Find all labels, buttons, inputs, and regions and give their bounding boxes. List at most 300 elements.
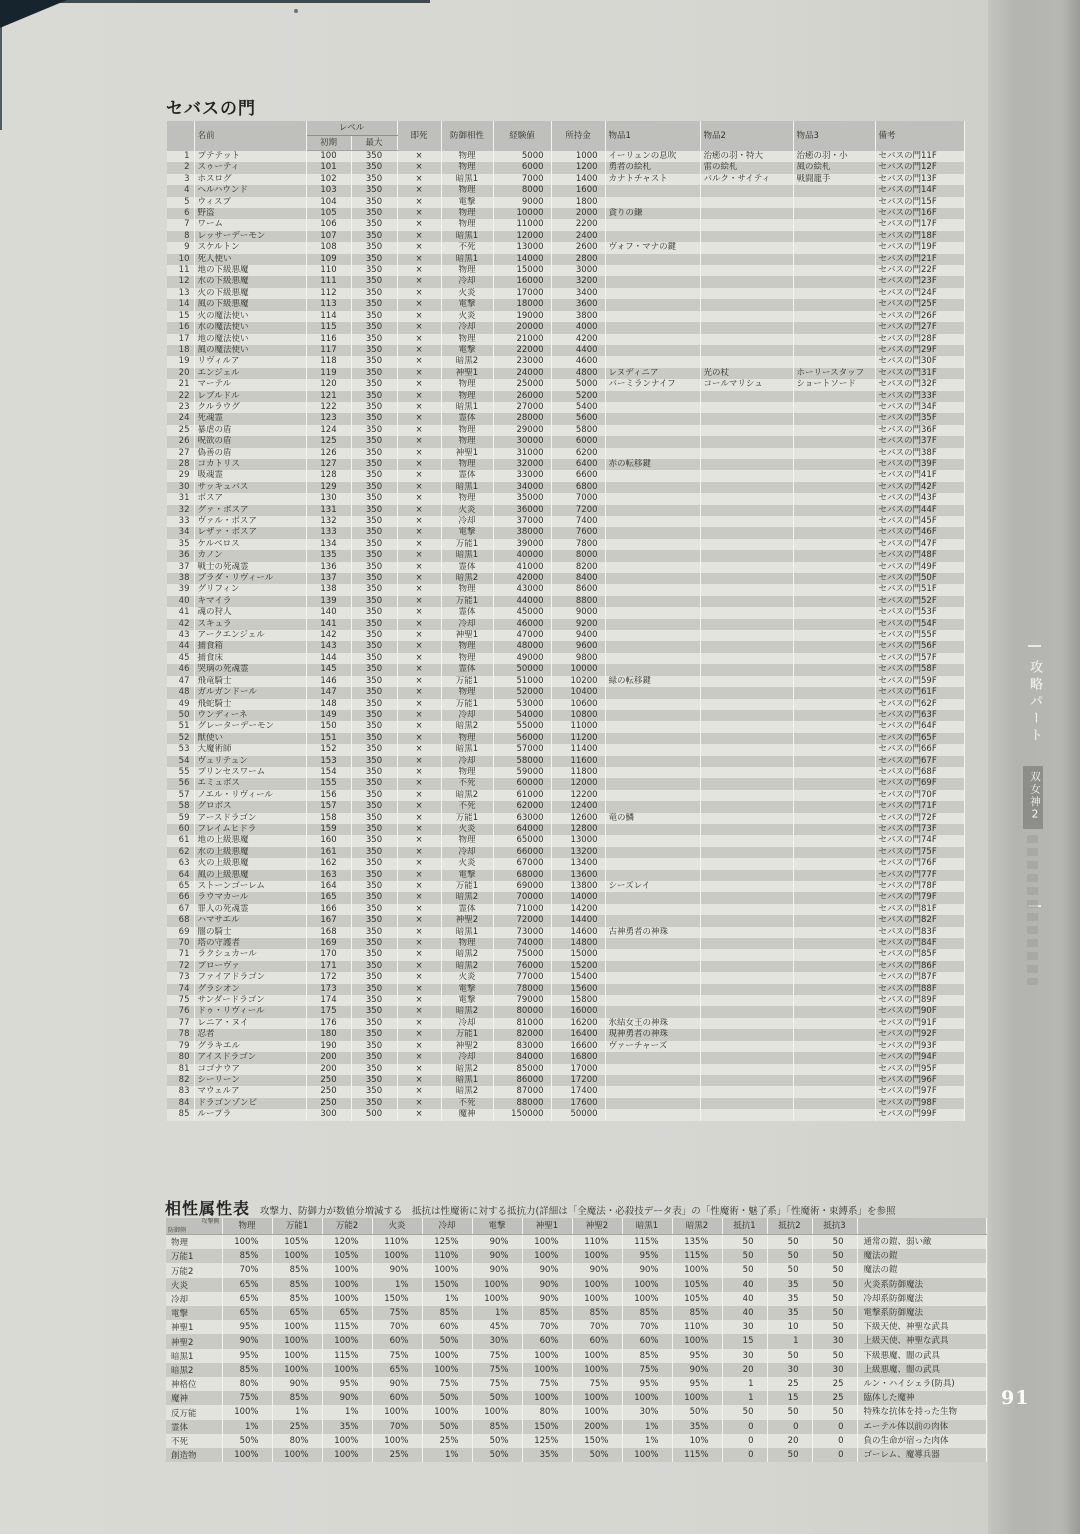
- cell-instant-death: ×: [397, 767, 441, 778]
- cell-item3: [793, 813, 875, 824]
- cell-monster-name: クルラウグ: [194, 402, 306, 413]
- affinity-section-heading: [165, 1196, 895, 1219]
- cell-gold: 14400: [551, 915, 605, 926]
- cell-resist1: 20: [722, 1363, 767, 1377]
- cell-exp: 63000: [493, 813, 551, 824]
- cell-gold: 9200: [551, 619, 605, 630]
- cell-item2: [700, 858, 793, 869]
- cell-remark: 臨体した魔神: [857, 1391, 986, 1405]
- cell-value: 65%: [322, 1306, 372, 1320]
- cell-monster-name: アイスドラゴン: [194, 1052, 306, 1063]
- cell-item1: [605, 619, 700, 630]
- table-row: [167, 972, 964, 983]
- cell-item1: [605, 197, 700, 208]
- table-row: [167, 174, 964, 185]
- cell-row-number: 12: [167, 276, 194, 287]
- cell-item2: [700, 619, 793, 630]
- cell-note: セバスの門67F: [875, 756, 964, 767]
- cell-gold: 16800: [551, 1052, 605, 1063]
- cell-gold: 12000: [551, 778, 605, 789]
- cell-level-init: 149: [306, 710, 351, 721]
- table-row: [167, 835, 964, 846]
- cell-value: 100%: [572, 1278, 622, 1292]
- cell-item3: [793, 927, 875, 938]
- cell-level-init: 167: [306, 915, 351, 926]
- cell-level-init: 129: [306, 482, 351, 493]
- cell-item2: [700, 311, 793, 322]
- cell-item2: [700, 1064, 793, 1075]
- cell-row-number: 39: [167, 584, 194, 595]
- cell-item1: [605, 1109, 700, 1120]
- cell-level-init: 148: [306, 699, 351, 710]
- cell-instant-death: ×: [397, 584, 441, 595]
- cell-value: 95%: [322, 1377, 372, 1391]
- cell-value: 125%: [422, 1235, 472, 1250]
- cell-item1: [605, 345, 700, 356]
- cell-level-init: 101: [306, 162, 351, 173]
- cell-instant-death: ×: [397, 1064, 441, 1075]
- cell-remark: ゴーレム、魔導兵器: [857, 1448, 986, 1462]
- cell-item3: [793, 1052, 875, 1063]
- cell-row-number: 47: [167, 676, 194, 687]
- cell-exp: 5000: [493, 151, 551, 163]
- cell-exp: 61000: [493, 790, 551, 801]
- table-row: [167, 824, 964, 835]
- cell-item3: [793, 767, 875, 778]
- cell-level-init: 300: [306, 1109, 351, 1120]
- cell-value: 100%: [522, 1235, 572, 1250]
- cell-monster-name: グラキエル: [194, 1041, 306, 1052]
- cell-level-max: 350: [351, 299, 397, 310]
- cell-level-init: 112: [306, 288, 351, 299]
- cell-item3: [793, 562, 875, 573]
- cell-remark: エーテル体以前の肉体: [857, 1420, 986, 1434]
- cell-note: セバスの門42F: [875, 482, 964, 493]
- cell-note: セバスの門61F: [875, 687, 964, 698]
- cell-item2: [700, 1018, 793, 1029]
- cell-gold: 8400: [551, 573, 605, 584]
- cell-item2: [700, 527, 793, 538]
- cell-instant-death: ×: [397, 162, 441, 173]
- cell-instant-death: ×: [397, 391, 441, 402]
- cell-exp: 7000: [493, 174, 551, 185]
- cell-def-affinity: 暗黒1: [441, 550, 493, 561]
- cell-row-number: 1: [167, 151, 194, 163]
- cell-resist1: 1: [722, 1391, 767, 1405]
- cell-def-affinity: 電撃: [441, 870, 493, 881]
- cell-value: 50%: [222, 1434, 272, 1448]
- cell-exp: 58000: [493, 756, 551, 767]
- cell-item2: [700, 904, 793, 915]
- cell-level-init: 166: [306, 904, 351, 915]
- cell-level-max: 350: [351, 847, 397, 858]
- affinity-column-header: 冷却: [422, 1218, 472, 1235]
- cell-note: セバスの門79F: [875, 892, 964, 903]
- table-row: [167, 254, 964, 265]
- cell-level-max: 350: [351, 927, 397, 938]
- cell-gold: 12800: [551, 824, 605, 835]
- cell-exp: 49000: [493, 653, 551, 664]
- table-row: [167, 516, 964, 527]
- cell-value: 90%: [572, 1263, 622, 1277]
- cell-exp: 71000: [493, 904, 551, 915]
- cell-exp: 74000: [493, 938, 551, 949]
- cell-value: 50%: [422, 1334, 472, 1348]
- cell-instant-death: ×: [397, 254, 441, 265]
- cell-item1: [605, 185, 700, 196]
- cell-level-max: 350: [351, 835, 397, 846]
- cell-exp: 32000: [493, 459, 551, 470]
- cell-item3: [793, 858, 875, 869]
- cell-note: セバスの門74F: [875, 835, 964, 846]
- cell-note: セバスの門37F: [875, 436, 964, 447]
- cell-item1: [605, 470, 700, 481]
- cell-instant-death: ×: [397, 265, 441, 276]
- cell-item3: [793, 413, 875, 424]
- table-row: [167, 596, 964, 607]
- cell-value: 65%: [222, 1292, 272, 1306]
- cell-note: セバスの門13F: [875, 174, 964, 185]
- cell-exp: 40000: [493, 550, 551, 561]
- affinity-row-label: 物理: [166, 1235, 222, 1250]
- cell-item2: [700, 607, 793, 618]
- cell-value: 75%: [222, 1391, 272, 1405]
- cell-def-affinity: 物理: [441, 733, 493, 744]
- cell-level-max: 350: [351, 527, 397, 538]
- cell-exp: 30000: [493, 436, 551, 447]
- cell-exp: 51000: [493, 676, 551, 687]
- cell-level-max: 350: [351, 824, 397, 835]
- cell-value: 100%: [322, 1334, 372, 1348]
- cell-item1: [605, 710, 700, 721]
- cell-gold: 7600: [551, 527, 605, 538]
- cell-exp: 44000: [493, 596, 551, 607]
- cell-item1: [605, 1006, 700, 1017]
- cell-instant-death: ×: [397, 835, 441, 846]
- cell-gold: 12400: [551, 801, 605, 812]
- cell-row-number: 48: [167, 687, 194, 698]
- cell-item2: [700, 254, 793, 265]
- table-row: [167, 356, 964, 367]
- cell-level-init: 141: [306, 619, 351, 630]
- cell-level-max: 350: [351, 505, 397, 516]
- cell-resist1: 50: [722, 1249, 767, 1263]
- cell-item3: [793, 1075, 875, 1086]
- cell-item2: [700, 1029, 793, 1040]
- cell-item1: シーズレイ: [605, 881, 700, 892]
- cell-monster-name: キマイラ: [194, 596, 306, 607]
- cell-item3: [793, 334, 875, 345]
- cell-instant-death: ×: [397, 915, 441, 926]
- cell-value: 85%: [272, 1263, 322, 1277]
- cell-exp: 26000: [493, 391, 551, 402]
- cell-monster-name: サッキュバス: [194, 482, 306, 493]
- cell-value: 75%: [372, 1349, 422, 1363]
- cell-row-number: 22: [167, 391, 194, 402]
- cell-level-max: 350: [351, 425, 397, 436]
- cell-def-affinity: 物理: [441, 459, 493, 470]
- cell-row-number: 84: [167, 1098, 194, 1109]
- cell-note: セバスの門18F: [875, 231, 964, 242]
- cell-item2: [700, 1052, 793, 1063]
- header-level-max: 最大: [351, 136, 397, 151]
- cell-instant-death: ×: [397, 527, 441, 538]
- cell-item1: 古神勇者の神珠: [605, 927, 700, 938]
- cell-note: セバスの門31F: [875, 368, 964, 379]
- cell-note: セバスの門68F: [875, 767, 964, 778]
- affinity-table-header: [166, 1218, 986, 1235]
- cell-item2: [700, 185, 793, 196]
- cell-value: 150%: [422, 1278, 472, 1292]
- cell-gold: 15600: [551, 984, 605, 995]
- cell-item2: 光の杖: [700, 368, 793, 379]
- cell-item3: [793, 345, 875, 356]
- cell-item1: ヴォフ・マナの鍵: [605, 242, 700, 253]
- cell-note: セバスの門71F: [875, 801, 964, 812]
- cell-def-affinity: 霊体: [441, 664, 493, 675]
- cell-gold: 17600: [551, 1098, 605, 1109]
- cell-item2: [700, 459, 793, 470]
- cell-monster-name: ラウマカール: [194, 892, 306, 903]
- cell-monster-name: リヴィルア: [194, 356, 306, 367]
- cell-gold: 16200: [551, 1018, 605, 1029]
- cell-level-max: 350: [351, 630, 397, 641]
- cell-monster-name: ウンディーネ: [194, 710, 306, 721]
- cell-note: セバスの門88F: [875, 984, 964, 995]
- cell-monster-name: ウィスプ: [194, 197, 306, 208]
- faint-margin-text: [1027, 835, 1038, 985]
- cell-instant-death: ×: [397, 892, 441, 903]
- table-row: [167, 801, 964, 812]
- cell-row-number: 20: [167, 368, 194, 379]
- cell-item3: [793, 721, 875, 732]
- cell-value: 85%: [622, 1349, 672, 1363]
- cell-gold: 13400: [551, 858, 605, 869]
- cell-def-affinity: 電撃: [441, 345, 493, 356]
- cell-monster-name: カノン: [194, 550, 306, 561]
- cell-level-init: 174: [306, 995, 351, 1006]
- cell-level-max: 350: [351, 961, 397, 972]
- affinity-row-label: 神聖2: [166, 1334, 222, 1348]
- cell-def-affinity: 万能1: [441, 881, 493, 892]
- table-row: [166, 1235, 986, 1250]
- cell-instant-death: ×: [397, 448, 441, 459]
- cell-exp: 150000: [493, 1109, 551, 1120]
- cell-item2: [700, 881, 793, 892]
- cell-item2: [700, 1006, 793, 1017]
- cell-exp: 18000: [493, 299, 551, 310]
- cell-item3: [793, 892, 875, 903]
- cell-value: 100%: [672, 1391, 722, 1405]
- cell-item3: [793, 619, 875, 630]
- cell-resist1: 1: [722, 1377, 767, 1391]
- cell-resist3: 25: [812, 1377, 857, 1391]
- cell-row-number: 29: [167, 470, 194, 481]
- cell-level-init: 158: [306, 813, 351, 824]
- table-row: [167, 151, 964, 163]
- cell-value: 100%: [422, 1263, 472, 1277]
- cell-gold: 15400: [551, 972, 605, 983]
- cell-exp: 52000: [493, 687, 551, 698]
- cell-level-init: 117: [306, 345, 351, 356]
- cell-row-number: 55: [167, 767, 194, 778]
- cell-gold: 4600: [551, 356, 605, 367]
- monster-table-body: [167, 151, 964, 1121]
- cell-value: 85%: [422, 1306, 472, 1320]
- table-row: [167, 276, 964, 287]
- cell-value: 100%: [322, 1292, 372, 1306]
- cell-level-max: 350: [351, 185, 397, 196]
- cell-monster-name: マウェルア: [194, 1086, 306, 1097]
- cell-remark: 魔法の鎧: [857, 1263, 986, 1277]
- cell-value: 115%: [672, 1448, 722, 1462]
- cell-level-init: 110: [306, 265, 351, 276]
- cell-def-affinity: 霊体: [441, 470, 493, 481]
- cell-monster-name: ノエル・リヴィール: [194, 790, 306, 801]
- cell-note: セバスの門91F: [875, 1018, 964, 1029]
- table-row: [167, 995, 964, 1006]
- cell-exp: 33000: [493, 470, 551, 481]
- cell-item1: レヌディニア: [605, 368, 700, 379]
- cell-level-init: 113: [306, 299, 351, 310]
- cell-note: セバスの門83F: [875, 927, 964, 938]
- cell-level-max: 350: [351, 254, 397, 265]
- cell-level-init: 157: [306, 801, 351, 812]
- cell-row-number: 13: [167, 288, 194, 299]
- cell-def-affinity: 電撃: [441, 299, 493, 310]
- cell-gold: 3200: [551, 276, 605, 287]
- cell-item3: [793, 391, 875, 402]
- cell-value: 100%: [322, 1263, 372, 1277]
- cell-item3: [793, 801, 875, 812]
- scan-corner-shadow: [0, 0, 72, 30]
- cell-gold: 2200: [551, 219, 605, 230]
- cell-monster-name: ストーンゴーレム: [194, 881, 306, 892]
- cell-level-init: 138: [306, 584, 351, 595]
- cell-instant-death: ×: [397, 288, 441, 299]
- cell-item1: [605, 870, 700, 881]
- cell-level-max: 350: [351, 710, 397, 721]
- cell-gold: 6600: [551, 470, 605, 481]
- cell-value: 100%: [372, 1405, 422, 1419]
- affinity-row-label: 暗黒1: [166, 1349, 222, 1363]
- cell-note: セバスの門54F: [875, 619, 964, 630]
- table-row: [167, 185, 964, 196]
- cell-value: 80%: [272, 1434, 322, 1448]
- affinity-column-header: 神聖2: [572, 1218, 622, 1235]
- cell-instant-death: ×: [397, 322, 441, 333]
- cell-level-max: 350: [351, 265, 397, 276]
- cell-exp: 9000: [493, 197, 551, 208]
- table-row: [167, 1098, 964, 1109]
- table-row: [167, 619, 964, 630]
- affinity-column-header: 暗黒2: [672, 1218, 722, 1235]
- cell-value: 105%: [672, 1292, 722, 1306]
- cell-item1: [605, 949, 700, 960]
- table-row: [167, 265, 964, 276]
- cell-note: セバスの門89F: [875, 995, 964, 1006]
- cell-monster-name: 火の上級悪魔: [194, 858, 306, 869]
- cell-monster-name: 捕食箱: [194, 641, 306, 652]
- cell-monster-name: ワーム: [194, 219, 306, 230]
- cell-exp: 70000: [493, 892, 551, 903]
- cell-level-max: 350: [351, 1064, 397, 1075]
- cell-def-affinity: 万能1: [441, 539, 493, 550]
- cell-def-affinity: 冷却: [441, 1052, 493, 1063]
- cell-value: 150%: [372, 1292, 422, 1306]
- cell-monster-name: ブラダ・リヴィール: [194, 573, 306, 584]
- table-row: [167, 721, 964, 732]
- affinity-column-header: 火炎: [372, 1218, 422, 1235]
- table-row: [167, 219, 964, 230]
- cell-level-init: 108: [306, 242, 351, 253]
- cell-instant-death: ×: [397, 151, 441, 163]
- cell-monster-name: 捕食床: [194, 653, 306, 664]
- cell-item1: [605, 984, 700, 995]
- cell-def-affinity: 火炎: [441, 858, 493, 869]
- cell-item3: [793, 641, 875, 652]
- cell-monster-name: ループラ: [194, 1109, 306, 1120]
- cell-gold: 11000: [551, 721, 605, 732]
- cell-monster-name: ケルベロス: [194, 539, 306, 550]
- cell-value: 100%: [422, 1349, 472, 1363]
- cell-resist2: 35: [767, 1306, 812, 1320]
- cell-remark: 上級天使、神聖な武具: [857, 1334, 986, 1348]
- cell-item3: [793, 527, 875, 538]
- cell-value: 135%: [672, 1235, 722, 1250]
- cell-item1: [605, 1052, 700, 1063]
- cell-gold: 5400: [551, 402, 605, 413]
- cell-item2: 雷の絵札: [700, 162, 793, 173]
- cell-level-init: 143: [306, 641, 351, 652]
- cell-exp: 22000: [493, 345, 551, 356]
- scan-top-edge: [0, 0, 430, 3]
- cell-level-max: 350: [351, 687, 397, 698]
- cell-row-number: 31: [167, 493, 194, 504]
- cell-def-affinity: 不死: [441, 1098, 493, 1109]
- cell-note: セバスの門30F: [875, 356, 964, 367]
- cell-item2: [700, 813, 793, 824]
- cell-def-affinity: 暗黒1: [441, 1075, 493, 1086]
- cell-item1: 勇者の絵札: [605, 162, 700, 173]
- cell-value: 65%: [272, 1306, 322, 1320]
- cell-item3: [793, 744, 875, 755]
- cell-item3: [793, 1098, 875, 1109]
- cell-instant-death: ×: [397, 870, 441, 881]
- cell-gold: 7400: [551, 516, 605, 527]
- table-row: [167, 368, 964, 379]
- cell-item3: [793, 185, 875, 196]
- cell-exp: 13000: [493, 242, 551, 253]
- cell-instant-death: ×: [397, 687, 441, 698]
- cell-value: 1%: [222, 1420, 272, 1434]
- cell-gold: 11600: [551, 756, 605, 767]
- cell-remark: 特殊な抗体を持った生物: [857, 1405, 986, 1419]
- cell-instant-death: ×: [397, 436, 441, 447]
- cell-item3: [793, 242, 875, 253]
- cell-item2: [700, 687, 793, 698]
- cell-value: 100%: [572, 1349, 622, 1363]
- cell-resist1: 15: [722, 1334, 767, 1348]
- cell-item3: [793, 790, 875, 801]
- cell-note: セバスの門32F: [875, 379, 964, 390]
- cell-remark: 電撃系防御魔法: [857, 1306, 986, 1320]
- cell-monster-name: 風の魔法使い: [194, 345, 306, 356]
- cell-monster-name: ファイアドラゴン: [194, 972, 306, 983]
- cell-level-init: 173: [306, 984, 351, 995]
- cell-item2: [700, 448, 793, 459]
- cell-level-max: 500: [351, 1109, 397, 1120]
